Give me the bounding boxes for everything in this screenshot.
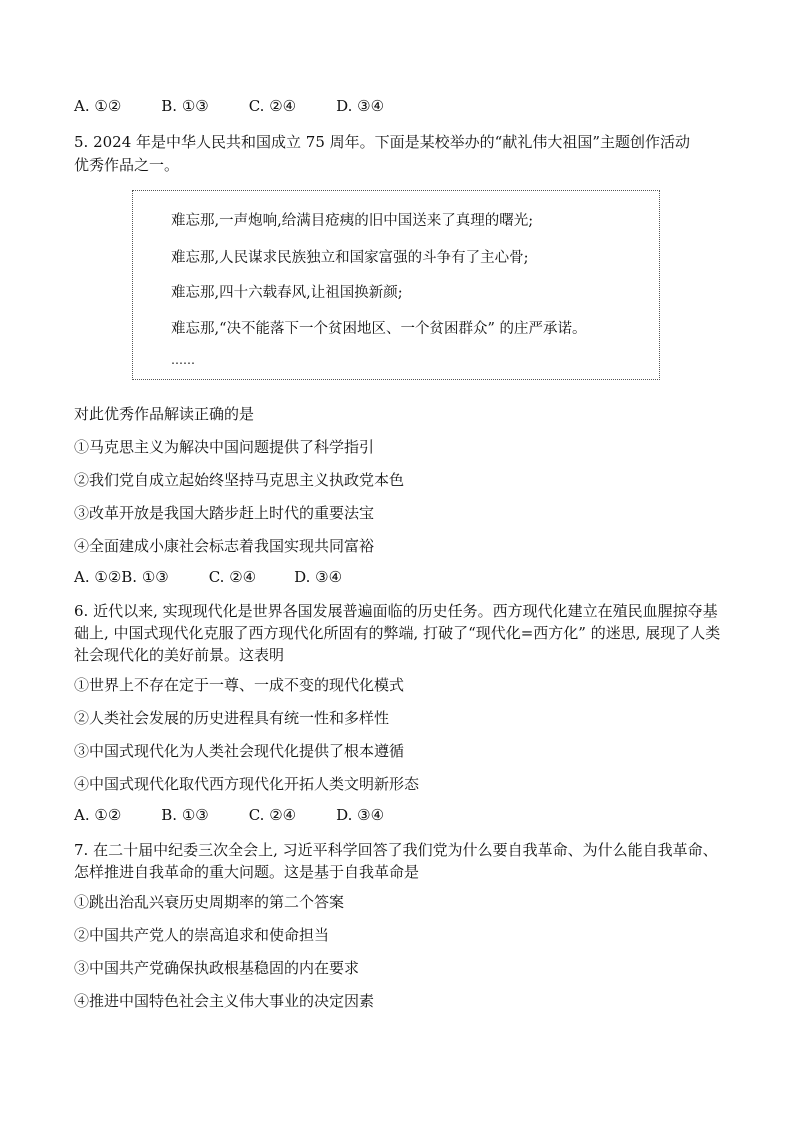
poem-quote-box	[132, 190, 660, 380]
q6-item-4: ④中国式现代化取代西方现代化开拓人类文明新形态	[74, 775, 420, 793]
q6-option-b: B. ①③	[161, 806, 209, 824]
q5-item-1: ①马克思主义为解决中国问题提供了科学指引	[74, 438, 375, 456]
quote-line-3: 难忘那,四十六载春风,让祖国换新颜;	[171, 285, 403, 301]
q5-options	[74, 568, 342, 586]
q6-item-1: ①世界上不存在定于一尊、一成不变的现代化模式	[74, 676, 405, 694]
q5-option-b: B. ①③	[121, 568, 169, 586]
quote-line-4: 难忘那,“决不能落下一个贫困地区、一个贫困群众” 的庄严承诺。	[171, 321, 587, 337]
q4-option-c: C. ②④	[248, 97, 297, 115]
quote-line-1: 难忘那,一声炮响,给满目疮痍的旧中国送来了真理的曙光;	[171, 213, 534, 229]
q5-option-a: A. ①②	[74, 568, 122, 586]
q7-item-1: ①跳出治乱兴衰历史周期率的第二个答案	[74, 893, 345, 911]
q4-option-a: A. ①②	[74, 97, 122, 115]
q5-prompt: 对此优秀作品解读正确的是	[74, 405, 255, 423]
q5-stem-line2: 优秀作品之一。	[74, 156, 180, 174]
q4-option-b: B. ①③	[161, 97, 209, 115]
q4-options	[74, 97, 424, 115]
q6-option-c: C. ②④	[248, 806, 297, 824]
q4-option-d: D. ③④	[336, 97, 385, 115]
q6-item-3: ③中国式现代化为人类社会现代化提供了根本遵循	[74, 742, 405, 760]
q7-item-4: ④推进中国特色社会主义伟大事业的决定因素	[74, 992, 375, 1010]
q6-item-2: ②人类社会发展的历史进程具有统一性和多样性	[74, 709, 390, 727]
quote-line-2: 难忘那,人民谋求民族独立和国家富强的斗争有了主心骨;	[171, 250, 529, 266]
q7-item-2: ②中国共产党人的崇高追求和使命担当	[74, 926, 330, 944]
q6-option-a: A. ①②	[74, 806, 122, 824]
quote-ellipsis: ……	[171, 353, 195, 367]
q7-stem: 7. 在二十届中纪委三次全会上, 习近平科学回答了我们党为什么要自我革命、为什么能自我革命、怎样推进自我革命的重大问题。这是基于自我革命是	[74, 841, 718, 881]
q7-item-3: ③中国共产党确保执政根基稳固的内在要求	[74, 959, 360, 977]
q5-item-4: ④全面建成小康社会标志着我国实现共同富裕	[74, 537, 375, 555]
q6-option-d: D. ③④	[336, 806, 385, 824]
q5-option-c: C. ②④	[208, 568, 257, 586]
q5-option-d: D. ③④	[294, 568, 343, 586]
q6-options	[74, 806, 424, 824]
q5-item-3: ③改革开放是我国大踏步赶上时代的重要法宝	[74, 504, 375, 522]
q5-item-2: ②我们党自成立起始终坚持马克思主义执政党本色	[74, 471, 405, 489]
q5-stem-line1: 5. 2024 年是中华人民共和国成立 75 周年。下面是某校举办的“献礼伟大祖国”主题创作活动	[74, 133, 690, 151]
q6-stem: 6. 近代以来, 实现现代化是世界各国发展普遍面临的历史任务。西方现代化建立在殖民血腥掠夺基础上, 中国式现代化克服了西方现代化所固有的弊端, 打破了“现代化=西方化” 的迷思, 展现了人类社会现代化的美好前景。这表明	[74, 602, 721, 664]
